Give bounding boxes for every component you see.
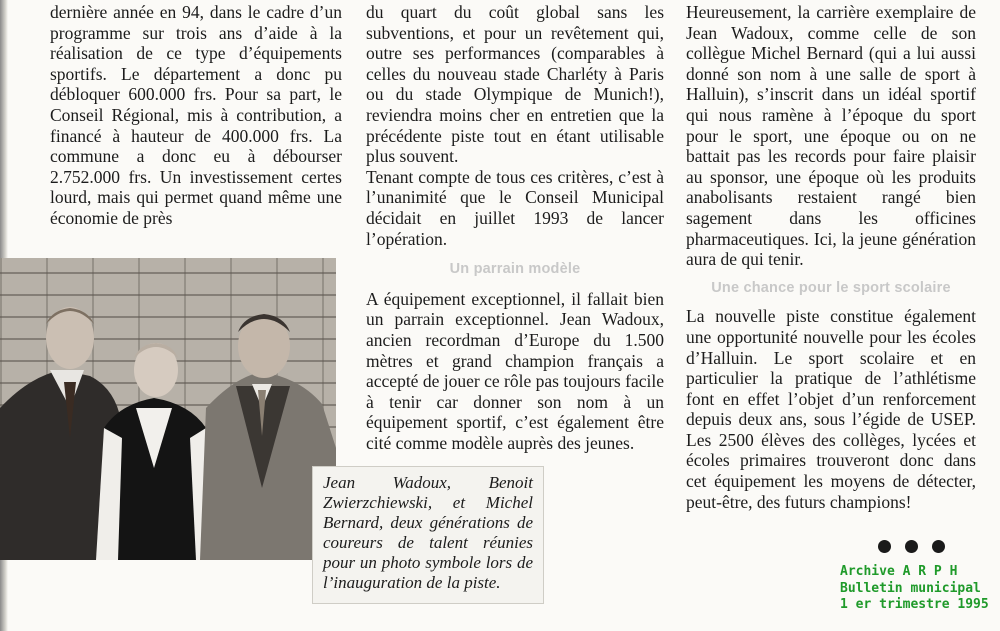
column2-paragraph-3: A équipement exceptionnel, il fallait bien un parrain exceptionnel. Jean Wadoux, ancien recordman d’Europe du 1.500 mètres et grand champion français a accepté de jouer ce rôle pas toujours facile à tenir car donner son nom à un équipement sportif, c’est également être cité comme modèle auprès des jeunes. <box>366 288 664 453</box>
archive-line-3: 1 er trimestre 1995 <box>840 597 989 612</box>
article-column-3 <box>686 2 976 512</box>
archive-line-1: Archive A R P H <box>840 564 958 579</box>
column2-paragraph-1: du quart du coût global sans les subventions, et pour un revêtement qui, outre ses performances (comparables à celles du nouveau stade Charléty à Paris ou du stade Olympique de Munich!), reviendra moins cher en entretien que la précédente piste tout en étant utilisable plus souvent. <box>366 2 664 167</box>
bullet-dot-icon <box>905 540 918 553</box>
column3-paragraph-1: Heureusement, la carrière exemplaire de Jean Wadoux, comme celle de son collègue Michel Bernard (qui a lui aussi donné son nom à une salle de sport à Halluin), s’inscrit dans un idéal sportif qui nous ramène à l’époque du sport pour le sport, une époque ou on ne battait pas les records pour faire plaisir au sponsor, une époque où les produits anabolisants restaient rangé bien sagement dans les officines pharmaceutiques. Ici, la jeune génération aura de qui tenir. <box>686 2 976 270</box>
column2-paragraph-2: Tenant compte de tous ces critères, c’est à l’unanimité que le Conseil Municipal décidait en juillet 1993 de lancer l’opération. <box>366 166 664 249</box>
article-column-2 <box>366 2 664 453</box>
subhead-un-parrain-modele: Un parrain modèle <box>449 261 581 278</box>
column1-text: dernière année en 94, dans le cadre d’un programme sur trois ans d’aide à la réalisation de ce type d’équipements sportifs. Le département a donc pu débloquer 600.000 frs. Pour sa part, le Conseil Régional, mis à contribution, a financé à hauteur de 400.000 frs. La commune a donc eu à débourser 2.752.000 frs. Un investissement certes lourd, mais qui permet quand même une économie de près <box>50 2 342 228</box>
photo-three-men <box>0 258 336 560</box>
article-column-1 <box>50 2 342 229</box>
photo-figures <box>0 258 336 560</box>
subhead-sport-scolaire: Une chance pour le sport scolaire <box>711 279 951 296</box>
photo-caption-text: Jean Wadoux, Benoit Zwierzchiewski, et Michel Bernard, deux générations de coureurs de talent réunies pour un photo symbole lors de l’inauguration de la piste. <box>323 473 533 592</box>
bullet-dot-icon <box>878 540 891 553</box>
archive-credit <box>840 564 990 614</box>
end-of-article-dots <box>878 540 958 556</box>
photo-caption <box>312 466 544 604</box>
bullet-dot-icon <box>932 540 945 553</box>
archive-line-2: Bulletin municipal <box>840 580 981 596</box>
column3-paragraph-2: La nouvelle piste constitue également une opportunité nouvelle pour les écoles d’Halluin. Le sport scolaire et en particulier la pratique de l’athlétisme font en effet l’objet d’un renforcement depuis deux ans, sous l’égide de USEP. Les 2500 élèves des collèges, lycées et écoles primaires trouveront donc dans cet équipement les moyens de détecter, peut-être, des futurs champions! <box>686 306 976 512</box>
